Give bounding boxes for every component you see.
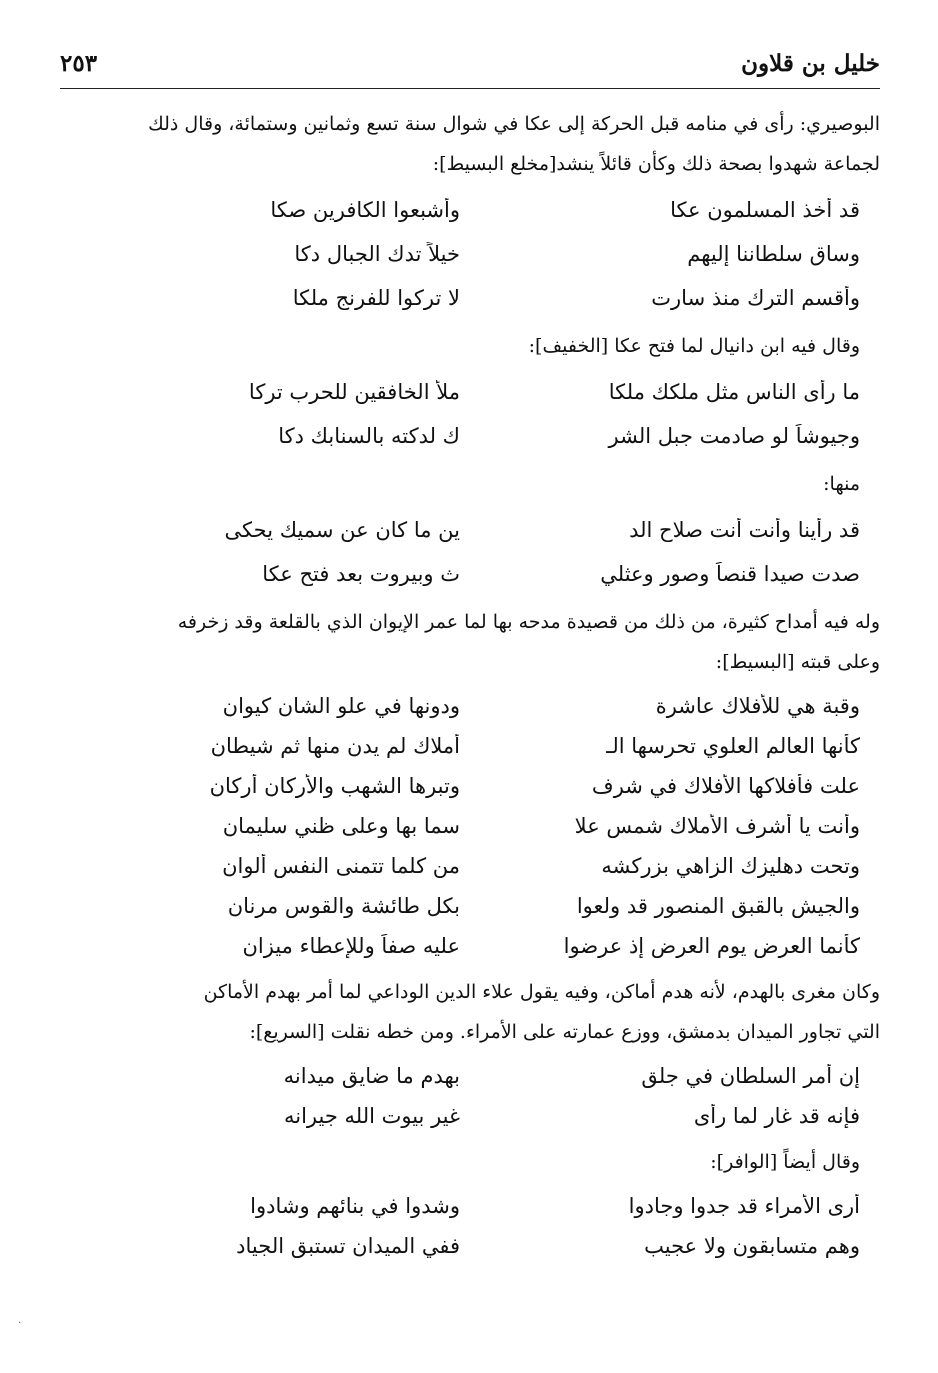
first-hemistich: ما رأى الناس مثل ملكك ملكا <box>608 380 860 404</box>
prose-line: وعلى قبته [البسيط]: <box>715 651 880 673</box>
page-header <box>60 44 880 89</box>
page-body <box>60 104 880 1272</box>
first-hemistich: وأنت يا أشرف الأملاك شمس علا <box>574 814 860 838</box>
first-hemistich: قد رأينا وأنت أنت صلاح الد <box>629 518 860 542</box>
first-hemistich: وأقسم الترك منذ سارت <box>651 286 860 310</box>
verse-line <box>60 232 880 276</box>
prose-paragraph-3 <box>60 464 880 504</box>
verse-line <box>60 1186 880 1226</box>
prose-paragraph-1 <box>60 104 880 184</box>
verse-line <box>60 766 880 806</box>
second-hemistich: عليه صفاً وللإعطاء ميزان <box>242 934 460 958</box>
first-hemistich: علت فأفلاكها الأفلاك في شرف <box>591 774 860 798</box>
verse-line <box>60 726 880 766</box>
second-hemistich: من كلما تتمنى النفس ألوان <box>222 854 460 878</box>
verse-line <box>60 370 880 414</box>
first-hemistich: إن أمر السلطان في جلق <box>641 1064 860 1088</box>
prose-line: وقال فيه ابن دانيال لما فتح عكا [الخفيف]: <box>528 335 860 357</box>
verse-line <box>60 926 880 966</box>
second-hemistich: سما بها وعلى ظني سليمان <box>222 814 460 838</box>
first-hemistich: وقبة هي للأفلاك عاشرة <box>655 694 860 718</box>
verse-line <box>60 188 880 232</box>
first-hemistich: قد أخذ المسلمون عكا <box>670 198 860 222</box>
prose-line: لجماعة شهدوا بصحة ذلك وكأن قائلاً ينشد[مخلع البسيط]: <box>432 153 880 175</box>
verse-line <box>60 414 880 458</box>
prose-paragraph-2 <box>60 326 880 366</box>
verse-line <box>60 1056 880 1096</box>
verse-line <box>60 1096 880 1136</box>
second-hemistich: أملاك لم يدن منها ثم شيطان <box>210 734 460 758</box>
prose-paragraph-5 <box>60 972 880 1052</box>
poem-khafif-2 <box>60 508 880 596</box>
first-hemistich: وساق سلطاننا إليهم <box>687 242 860 266</box>
second-hemistich: وتبرها الشهب والأركان أركان <box>209 774 460 798</box>
second-hemistich: ين ما كان عن سميك يحكى <box>224 518 460 542</box>
second-hemistich: ففي الميدان تستبق الجياد <box>236 1234 460 1258</box>
second-hemistich: بهدم ما ضايق ميدانه <box>283 1064 460 1088</box>
verse-line <box>60 508 880 552</box>
poem-mukhalla-basit <box>60 188 880 320</box>
verse-line <box>60 886 880 926</box>
poem-khafif-1 <box>60 370 880 458</box>
first-hemistich: فإنه قد غار لما رأى <box>693 1104 860 1128</box>
second-hemistich: ودونها في علو الشان كيوان <box>222 694 460 718</box>
second-hemistich: خيلاً تدك الجبال دكا <box>294 242 460 266</box>
first-hemistich: صدت صيدا قنصاً وصور وعثلي <box>600 562 860 586</box>
first-hemistich: وتحت دهليزك الزاهي بزركشه <box>601 854 860 878</box>
prose-paragraph-4 <box>60 602 880 682</box>
verse-line <box>60 806 880 846</box>
second-hemistich: غير بيوت الله جيرانه <box>283 1104 460 1128</box>
prose-line: وله فيه أمداح كثيرة، من ذلك من قصيدة مدحه بها لما عمر الإيوان الذي بالقلعة وقد زخرفه <box>177 611 880 633</box>
poem-sari <box>60 1056 880 1136</box>
prose-line: وكان مغرى بالهدم، لأنه هدم أماكن، وفيه يقول علاء الدين الوداعي لما أمر بهدم الأماكن <box>203 981 880 1003</box>
verse-line <box>60 1226 880 1266</box>
prose-line: التي تجاور الميدان بدمشق، ووزع عمارته على الأمراء. ومن خطه نقلت [السريع]: <box>249 1021 880 1043</box>
second-hemistich: ملأ الخافقين للحرب تركا <box>248 380 460 404</box>
prose-line: البوصيري: رأى في منامه قبل الحركة إلى عكا في شوال سنة تسع وثمانين وستمائة، وقال ذلك <box>148 113 880 135</box>
prose-paragraph-6 <box>60 1142 880 1182</box>
verse-line <box>60 552 880 596</box>
prose-line: وقال أيضاً [الوافر]: <box>710 1151 860 1173</box>
first-hemistich: وهم متسابقون ولا عجيب <box>644 1234 860 1258</box>
first-hemistich: والجيش بالقبق المنصور قد ولعوا <box>576 894 860 918</box>
second-hemistich: وأشبعوا الكافرين صكا <box>270 198 460 222</box>
verse-line <box>60 846 880 886</box>
second-hemistich: ث وبيروت بعد فتح عكا <box>262 562 460 586</box>
first-hemistich: كأنما العرض يوم العرض إذ عرضوا <box>563 934 860 958</box>
poem-basit <box>60 686 880 966</box>
verse-line <box>60 276 880 320</box>
poem-wafir <box>60 1186 880 1266</box>
first-hemistich: وجيوشاً لو صادمت جبل الشر <box>608 424 860 448</box>
first-hemistich: كأنها العالم العلوي تحرسها الـ <box>606 734 860 758</box>
running-head: خليل بن قلاون <box>741 50 880 77</box>
second-hemistich: لا تركوا للفرنج ملكا <box>292 286 460 310</box>
second-hemistich: بكل طائشة والقوس مرنان <box>227 894 460 918</box>
verse-line <box>60 686 880 726</box>
scan-speck: · <box>18 1318 22 1329</box>
page-number: ٢٥٣ <box>60 50 98 77</box>
second-hemistich: وشدوا في بنائهم وشادوا <box>250 1194 460 1218</box>
first-hemistich: أرى الأمراء قد جدوا وجادوا <box>628 1194 860 1218</box>
prose-line: منها: <box>823 473 860 495</box>
second-hemistich: ك لدكته بالسنابك دكا <box>278 424 460 448</box>
